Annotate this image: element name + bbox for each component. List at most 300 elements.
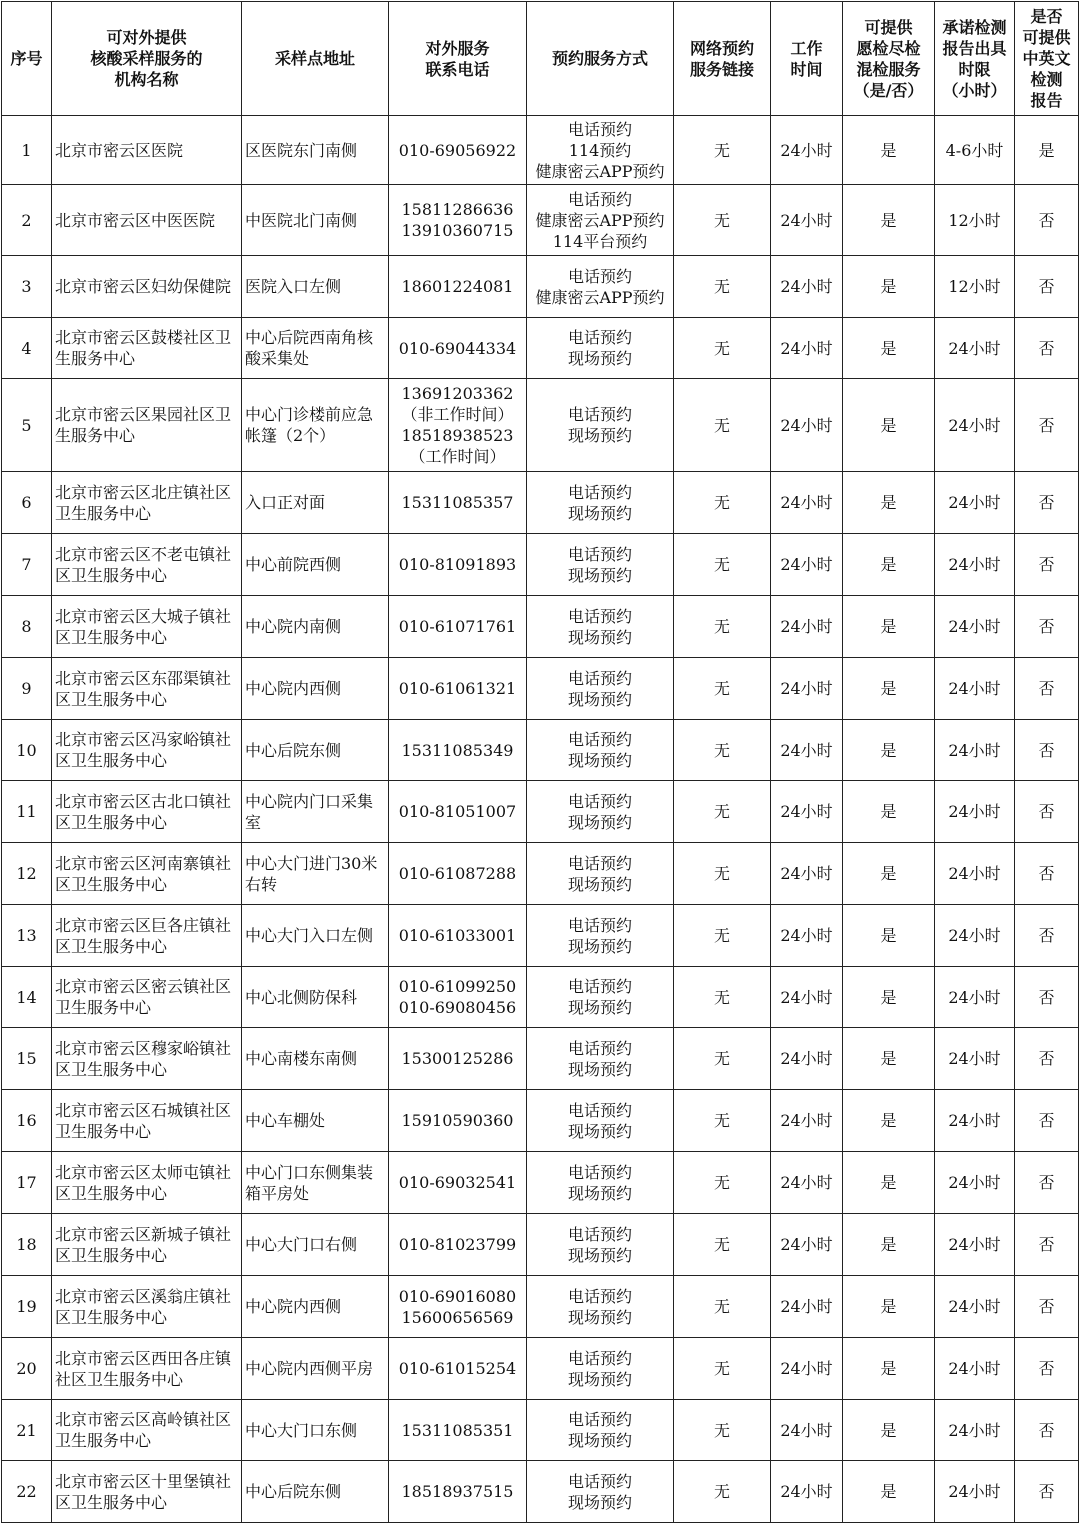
bilingual-report-cell <box>1015 1090 1079 1152</box>
contact-phone-cell <box>389 843 527 905</box>
booking-method-cell-line: 电话预约 <box>567 266 632 286</box>
table-row <box>2 1338 1079 1400</box>
header-line: 承诺检测 <box>942 17 1007 37</box>
report-time-limit-cell <box>935 472 1015 534</box>
booking-method-cell-line: 电话预约 <box>567 730 632 749</box>
online-link-cell <box>674 256 771 318</box>
report-time-limit-cell-text: 24小时 <box>948 987 1001 1007</box>
institution-name-cell-text: 北京市密云区果园社区卫生服务中心 <box>55 405 232 445</box>
bilingual-report-cell-text: 否 <box>1038 555 1055 574</box>
bilingual-report-cell-text: 否 <box>1038 679 1055 698</box>
work-hours-cell <box>771 967 843 1028</box>
site-address-cell-text: 中医院北门南侧 <box>245 210 358 230</box>
booking-method-cell <box>527 1338 674 1400</box>
work-hours-cell-text: 24小时 <box>780 740 833 760</box>
institution-name-cell <box>52 1338 242 1400</box>
site-address-cell-text: 中心后院西南角核酸采集处 <box>245 328 374 368</box>
institution-name-cell <box>52 967 242 1028</box>
institution-name-cell <box>52 1276 242 1338</box>
mixed-testing-cell <box>843 185 935 256</box>
booking-method-cell-line: 电话预约 <box>567 1038 632 1058</box>
work-hours-cell <box>771 1338 843 1400</box>
booking-method-cell <box>527 1276 674 1338</box>
serial-no-cell <box>2 967 52 1028</box>
online-link-cell-text: 无 <box>713 415 730 435</box>
bilingual-report-cell <box>1015 658 1079 720</box>
contact-phone-cell <box>389 1400 527 1461</box>
serial-no-cell <box>2 1461 52 1523</box>
institution-name-cell-text: 北京市密云区石城镇社区卫生服务中心 <box>55 1100 232 1141</box>
report-time-limit-cell-text: 24小时 <box>948 864 1001 883</box>
bilingual-report-cell <box>1015 720 1079 781</box>
online-link-cell <box>674 1461 771 1523</box>
institution-name-cell <box>52 534 242 596</box>
report-time-limit-cell-text: 24小时 <box>948 802 1001 821</box>
serial-no-cell-text: 4 <box>21 338 32 358</box>
booking-method-cell <box>527 534 674 596</box>
contact-phone-cell-line: 010-61033001 <box>398 926 517 945</box>
report-time-limit-cell-text: 24小时 <box>948 493 1001 512</box>
report-time-limit-cell-text: 4-6小时 <box>945 140 1004 160</box>
work-hours-cell-text: 24小时 <box>780 1111 833 1130</box>
mixed-testing-cell <box>843 1028 935 1090</box>
work-hours-cell <box>771 1400 843 1461</box>
site-address-cell-text: 区医院东门南侧 <box>245 140 358 160</box>
institution-name-cell-text: 北京市密云区鼓楼社区卫生服务中心 <box>55 328 232 368</box>
mixed-testing-cell-text: 是 <box>880 987 897 1007</box>
booking-method-cell-line: 电话预约 <box>567 1162 632 1182</box>
contact-phone-cell <box>389 905 527 967</box>
booking-method-cell-line: 现场预约 <box>567 936 632 956</box>
booking-method-cell-line: 电话预约 <box>567 544 632 564</box>
booking-method-cell <box>527 256 674 318</box>
serial-no-cell-text: 3 <box>21 277 32 296</box>
online-link-cell <box>674 905 771 967</box>
contact-phone-cell <box>389 1152 527 1214</box>
report-time-limit-cell-text: 24小时 <box>948 1420 1001 1440</box>
booking-method-cell <box>527 1028 674 1090</box>
work-hours-cell-text: 24小时 <box>780 987 833 1007</box>
serial-no-cell <box>2 379 52 472</box>
work-hours-cell-text: 24小时 <box>780 802 833 821</box>
table-row <box>2 843 1079 905</box>
serial-no-cell-text: 19 <box>16 1297 37 1316</box>
mixed-testing-cell <box>843 720 935 781</box>
header-line: 可提供 <box>1022 28 1071 47</box>
contact-phone-cell <box>389 534 527 596</box>
serial-no-cell-text: 2 <box>21 210 32 230</box>
header-booking-method <box>527 2 674 116</box>
mixed-testing-cell-text: 是 <box>880 493 897 512</box>
serial-no-cell <box>2 1400 52 1461</box>
work-hours-cell-text: 24小时 <box>780 864 833 883</box>
site-address-cell-text: 医院入口左侧 <box>245 277 342 296</box>
report-time-limit-cell <box>935 379 1015 472</box>
mixed-testing-cell-text: 是 <box>880 1482 897 1501</box>
contact-phone-cell <box>389 1214 527 1276</box>
institution-name-cell-text: 北京市密云区医院 <box>55 140 184 160</box>
report-time-limit-cell <box>935 116 1015 185</box>
institution-name-cell-text: 北京市密云区不老屯镇社区卫生服务中心 <box>55 544 232 585</box>
institution-name-cell <box>52 379 242 472</box>
contact-phone-cell-line: 15600656569 <box>401 1307 514 1327</box>
online-link-cell-text: 无 <box>713 1359 730 1378</box>
institution-name-cell-text: 北京市密云区十里堡镇社区卫生服务中心 <box>55 1471 232 1512</box>
contact-phone-cell-line: 010-61061321 <box>398 679 517 698</box>
report-time-limit-cell <box>935 534 1015 596</box>
institution-name-cell <box>52 318 242 379</box>
work-hours-cell-text: 24小时 <box>780 493 833 512</box>
bilingual-report-cell-text: 否 <box>1038 493 1055 512</box>
report-time-limit-cell <box>935 781 1015 843</box>
report-time-limit-cell <box>935 967 1015 1028</box>
table-row <box>2 1028 1079 1090</box>
booking-method-cell-line: 现场预约 <box>567 1183 632 1203</box>
mixed-testing-cell <box>843 781 935 843</box>
work-hours-cell-text: 24小时 <box>780 1420 833 1440</box>
serial-no-cell <box>2 1338 52 1400</box>
work-hours-cell <box>771 318 843 379</box>
serial-no-cell-text: 11 <box>16 802 37 821</box>
institution-name-cell-text: 北京市密云区河南寨镇社区卫生服务中心 <box>55 853 232 894</box>
contact-phone-cell-line: 15811286636 <box>401 200 514 219</box>
mixed-testing-cell <box>843 256 935 318</box>
mixed-testing-cell <box>843 472 935 534</box>
bilingual-report-cell-text: 否 <box>1038 338 1055 358</box>
mixed-testing-cell <box>843 534 935 596</box>
institution-name-cell <box>52 116 242 185</box>
online-link-cell <box>674 658 771 720</box>
online-link-cell <box>674 1400 771 1461</box>
contact-phone-cell <box>389 1338 527 1400</box>
work-hours-cell-text: 24小时 <box>780 1173 833 1192</box>
booking-method-cell-line: 现场预约 <box>567 1307 632 1327</box>
serial-no-cell <box>2 658 52 720</box>
bilingual-report-cell-text: 否 <box>1038 1359 1055 1378</box>
serial-no-cell <box>2 256 52 318</box>
booking-method-cell-line: 电话预约 <box>567 791 632 811</box>
work-hours-cell-text: 24小时 <box>780 415 833 435</box>
bilingual-report-cell <box>1015 1338 1079 1400</box>
booking-method-cell-line: 电话预约 <box>567 1224 632 1244</box>
institution-name-cell-text: 北京市密云区东邵渠镇社区卫生服务中心 <box>55 668 232 709</box>
institution-name-cell <box>52 185 242 256</box>
header-report-time-limit <box>935 2 1015 116</box>
online-link-cell <box>674 534 771 596</box>
bilingual-report-cell <box>1015 534 1079 596</box>
table-row <box>2 967 1079 1028</box>
header-line: 是否 <box>1030 7 1063 26</box>
table-row <box>2 534 1079 596</box>
contact-phone-cell-line: （工作时间） <box>409 447 506 466</box>
table-body <box>2 116 1079 1523</box>
contact-phone-cell-line: 15300125286 <box>401 1049 514 1068</box>
header-line: （是/否） <box>853 80 924 100</box>
work-hours-cell-text: 24小时 <box>780 1235 833 1254</box>
serial-no-cell-text: 12 <box>16 864 37 883</box>
booking-method-cell-line: 现场预约 <box>567 426 632 445</box>
booking-method-cell-line: 现场预约 <box>567 1121 632 1141</box>
header-line: 报告 <box>1030 91 1063 110</box>
booking-method-cell <box>527 1400 674 1461</box>
booking-method-cell-line: 现场预约 <box>567 503 632 523</box>
serial-no-cell <box>2 781 52 843</box>
site-address-cell <box>242 379 389 472</box>
header-line: 对外服务 <box>425 38 490 58</box>
booking-method-cell-line: 电话预约 <box>567 1100 632 1120</box>
header-line: 可提供 <box>864 17 913 37</box>
work-hours-cell <box>771 843 843 905</box>
institution-name-cell-text: 北京市密云区妇幼保健院 <box>55 277 232 296</box>
contact-phone-cell <box>389 185 527 256</box>
mixed-testing-cell-text: 是 <box>880 864 897 883</box>
booking-method-cell-line: 114平台预约 <box>552 231 648 251</box>
work-hours-cell-text: 24小时 <box>780 1359 833 1378</box>
header-line: （小时） <box>942 80 1007 100</box>
work-hours-cell <box>771 1152 843 1214</box>
report-time-limit-cell-text: 24小时 <box>948 1482 1001 1501</box>
contact-phone-cell-line: 13691203362 <box>401 384 514 403</box>
online-link-cell-text: 无 <box>713 864 730 883</box>
contact-phone-cell-line: 13910360715 <box>401 221 514 240</box>
site-address-cell <box>242 1276 389 1338</box>
booking-method-cell-line: 现场预约 <box>567 751 632 770</box>
online-link-cell-text: 无 <box>713 1235 730 1254</box>
mixed-testing-cell-text: 是 <box>880 210 897 230</box>
table-row <box>2 1276 1079 1338</box>
contact-phone-cell-line: 010-69080456 <box>398 998 517 1017</box>
contact-phone-cell-line: 18518937515 <box>401 1482 514 1501</box>
site-address-cell-text: 中心前院西侧 <box>245 555 342 574</box>
booking-method-cell-line: 电话预约 <box>567 915 632 935</box>
header-contact-phone <box>389 2 527 116</box>
serial-no-cell-text: 21 <box>16 1420 37 1440</box>
header-line: 序号 <box>10 49 43 68</box>
institution-name-cell <box>52 472 242 534</box>
online-link-cell-text: 无 <box>713 679 730 698</box>
header-line: 检测 <box>1030 70 1063 89</box>
header-line: 可对外提供 <box>106 28 187 47</box>
serial-no-cell-text: 14 <box>16 987 37 1007</box>
contact-phone-cell-line: 18601224081 <box>401 277 514 296</box>
mixed-testing-cell-text: 是 <box>880 1173 897 1192</box>
booking-method-cell <box>527 116 674 185</box>
booking-method-cell-line: 现场预约 <box>567 627 632 647</box>
bilingual-report-cell <box>1015 967 1079 1028</box>
bilingual-report-cell <box>1015 1276 1079 1338</box>
mixed-testing-cell-text: 是 <box>880 617 897 636</box>
bilingual-report-cell-text: 否 <box>1038 210 1055 230</box>
institution-name-cell <box>52 1461 242 1523</box>
bilingual-report-cell <box>1015 256 1079 318</box>
serial-no-cell-text: 6 <box>21 493 32 512</box>
serial-no-cell-text: 15 <box>16 1049 37 1068</box>
site-address-cell-text: 中心门口东侧集装箱平房处 <box>245 1162 374 1203</box>
contact-phone-cell <box>389 1090 527 1152</box>
mixed-testing-cell <box>843 905 935 967</box>
bilingual-report-cell-text: 否 <box>1038 987 1055 1007</box>
work-hours-cell <box>771 1028 843 1090</box>
booking-method-cell-line: 电话预约 <box>567 853 632 873</box>
bilingual-report-cell <box>1015 318 1079 379</box>
institution-name-cell <box>52 1152 242 1214</box>
report-time-limit-cell-text: 24小时 <box>948 740 1001 760</box>
header-line: 网络预约 <box>689 38 754 58</box>
work-hours-cell-text: 24小时 <box>780 1049 833 1068</box>
mixed-testing-cell-text: 是 <box>880 1111 897 1130</box>
header-line: 时间 <box>790 59 823 79</box>
header-line: 中英文 <box>1022 49 1071 68</box>
contact-phone-cell <box>389 720 527 781</box>
contact-phone-cell-line: 010-61071761 <box>398 617 517 636</box>
booking-method-cell <box>527 185 674 256</box>
contact-phone-cell <box>389 658 527 720</box>
bilingual-report-cell <box>1015 905 1079 967</box>
institution-name-cell-text: 北京市密云区穆家峪镇社区卫生服务中心 <box>55 1038 232 1079</box>
site-address-cell <box>242 1400 389 1461</box>
site-address-cell-text: 中心后院东侧 <box>245 740 342 760</box>
mixed-testing-cell <box>843 1461 935 1523</box>
online-link-cell <box>674 1276 771 1338</box>
report-time-limit-cell-text: 24小时 <box>948 679 1001 698</box>
mixed-testing-cell <box>843 843 935 905</box>
header-site-address <box>242 2 389 116</box>
online-link-cell <box>674 781 771 843</box>
site-address-cell-text: 中心大门进门30米右转 <box>245 853 378 894</box>
booking-method-cell-line: 114预约 <box>568 140 632 160</box>
online-link-cell-text: 无 <box>713 555 730 574</box>
serial-no-cell-text: 20 <box>16 1359 37 1378</box>
work-hours-cell-text: 24小时 <box>780 555 833 574</box>
online-link-cell-text: 无 <box>713 1297 730 1316</box>
mixed-testing-cell-text: 是 <box>880 1297 897 1316</box>
online-link-cell-text: 无 <box>713 338 730 358</box>
mixed-testing-cell-text: 是 <box>880 679 897 698</box>
table-row <box>2 905 1079 967</box>
work-hours-cell <box>771 658 843 720</box>
bilingual-report-cell-text: 否 <box>1038 1235 1055 1254</box>
serial-no-cell <box>2 472 52 534</box>
booking-method-cell-line: 现场预约 <box>567 1369 632 1389</box>
online-link-cell <box>674 596 771 658</box>
sampling-sites-table <box>1 1 1079 1523</box>
site-address-cell-text: 中心北侧防保科 <box>245 987 358 1007</box>
contact-phone-cell-line: 010-81023799 <box>398 1235 517 1254</box>
institution-name-cell <box>52 658 242 720</box>
report-time-limit-cell <box>935 256 1015 318</box>
bilingual-report-cell-text: 否 <box>1038 926 1055 945</box>
table-row <box>2 379 1079 472</box>
serial-no-cell-text: 17 <box>16 1173 37 1192</box>
serial-no-cell-text: 8 <box>21 617 32 636</box>
contact-phone-cell-line: 010-61015254 <box>398 1359 517 1378</box>
serial-no-cell-text: 7 <box>21 555 32 574</box>
booking-method-cell <box>527 967 674 1028</box>
site-address-cell <box>242 596 389 658</box>
contact-phone-cell-line: 010-81051007 <box>398 802 517 821</box>
table-row <box>2 185 1079 256</box>
serial-no-cell <box>2 843 52 905</box>
online-link-cell-text: 无 <box>713 140 730 160</box>
serial-no-cell-text: 18 <box>16 1235 37 1254</box>
header-mixed-testing <box>843 2 935 116</box>
report-time-limit-cell <box>935 905 1015 967</box>
serial-no-cell <box>2 1152 52 1214</box>
booking-method-cell-line: 电话预约 <box>567 1348 632 1368</box>
online-link-cell-text: 无 <box>713 617 730 636</box>
mixed-testing-cell <box>843 1276 935 1338</box>
report-time-limit-cell-text: 24小时 <box>948 555 1001 574</box>
site-address-cell <box>242 658 389 720</box>
site-address-cell-text: 中心院内西侧 <box>245 679 342 698</box>
bilingual-report-cell <box>1015 843 1079 905</box>
work-hours-cell <box>771 1090 843 1152</box>
report-time-limit-cell <box>935 720 1015 781</box>
table-header-row <box>2 2 1079 116</box>
bilingual-report-cell-text: 否 <box>1038 277 1055 296</box>
institution-name-cell <box>52 1400 242 1461</box>
table-row <box>2 1152 1079 1214</box>
booking-method-cell <box>527 318 674 379</box>
institution-name-cell <box>52 256 242 318</box>
mixed-testing-cell-text: 是 <box>880 740 897 760</box>
online-link-cell <box>674 1090 771 1152</box>
bilingual-report-cell-text: 否 <box>1038 1297 1055 1316</box>
report-time-limit-cell <box>935 596 1015 658</box>
contact-phone-cell <box>389 781 527 843</box>
online-link-cell <box>674 116 771 185</box>
work-hours-cell-text: 24小时 <box>780 1482 833 1501</box>
report-time-limit-cell <box>935 843 1015 905</box>
site-address-cell <box>242 472 389 534</box>
mixed-testing-cell <box>843 658 935 720</box>
serial-no-cell <box>2 534 52 596</box>
header-work-hours <box>771 2 843 116</box>
contact-phone-cell <box>389 116 527 185</box>
work-hours-cell-text: 24小时 <box>780 277 833 296</box>
bilingual-report-cell <box>1015 781 1079 843</box>
table-row <box>2 116 1079 185</box>
header-line: 预约服务方式 <box>551 49 648 68</box>
online-link-cell-text: 无 <box>713 1173 730 1192</box>
site-address-cell <box>242 1028 389 1090</box>
booking-method-cell-line: 电话预约 <box>567 1286 632 1306</box>
bilingual-report-cell <box>1015 1214 1079 1276</box>
bilingual-report-cell-text: 否 <box>1038 415 1055 435</box>
contact-phone-cell <box>389 256 527 318</box>
work-hours-cell <box>771 185 843 256</box>
online-link-cell <box>674 318 771 379</box>
booking-method-cell-line: 电话预约 <box>567 482 632 502</box>
bilingual-report-cell-text: 否 <box>1038 1420 1055 1440</box>
header-line: 服务链接 <box>689 59 754 79</box>
contact-phone-cell-line: 15910590360 <box>401 1111 514 1130</box>
mixed-testing-cell-text: 是 <box>880 1359 897 1378</box>
online-link-cell-text: 无 <box>713 1482 730 1501</box>
bilingual-report-cell-text: 否 <box>1038 1173 1055 1192</box>
table-row <box>2 720 1079 781</box>
serial-no-cell <box>2 1214 52 1276</box>
serial-no-cell <box>2 1090 52 1152</box>
booking-method-cell-line: 现场预约 <box>567 874 632 894</box>
institution-name-cell-text: 北京市密云区冯家峪镇社区卫生服务中心 <box>55 730 232 770</box>
mixed-testing-cell <box>843 318 935 379</box>
mixed-testing-cell <box>843 1400 935 1461</box>
work-hours-cell <box>771 720 843 781</box>
site-address-cell <box>242 843 389 905</box>
mixed-testing-cell-text: 是 <box>880 926 897 945</box>
booking-method-cell <box>527 905 674 967</box>
